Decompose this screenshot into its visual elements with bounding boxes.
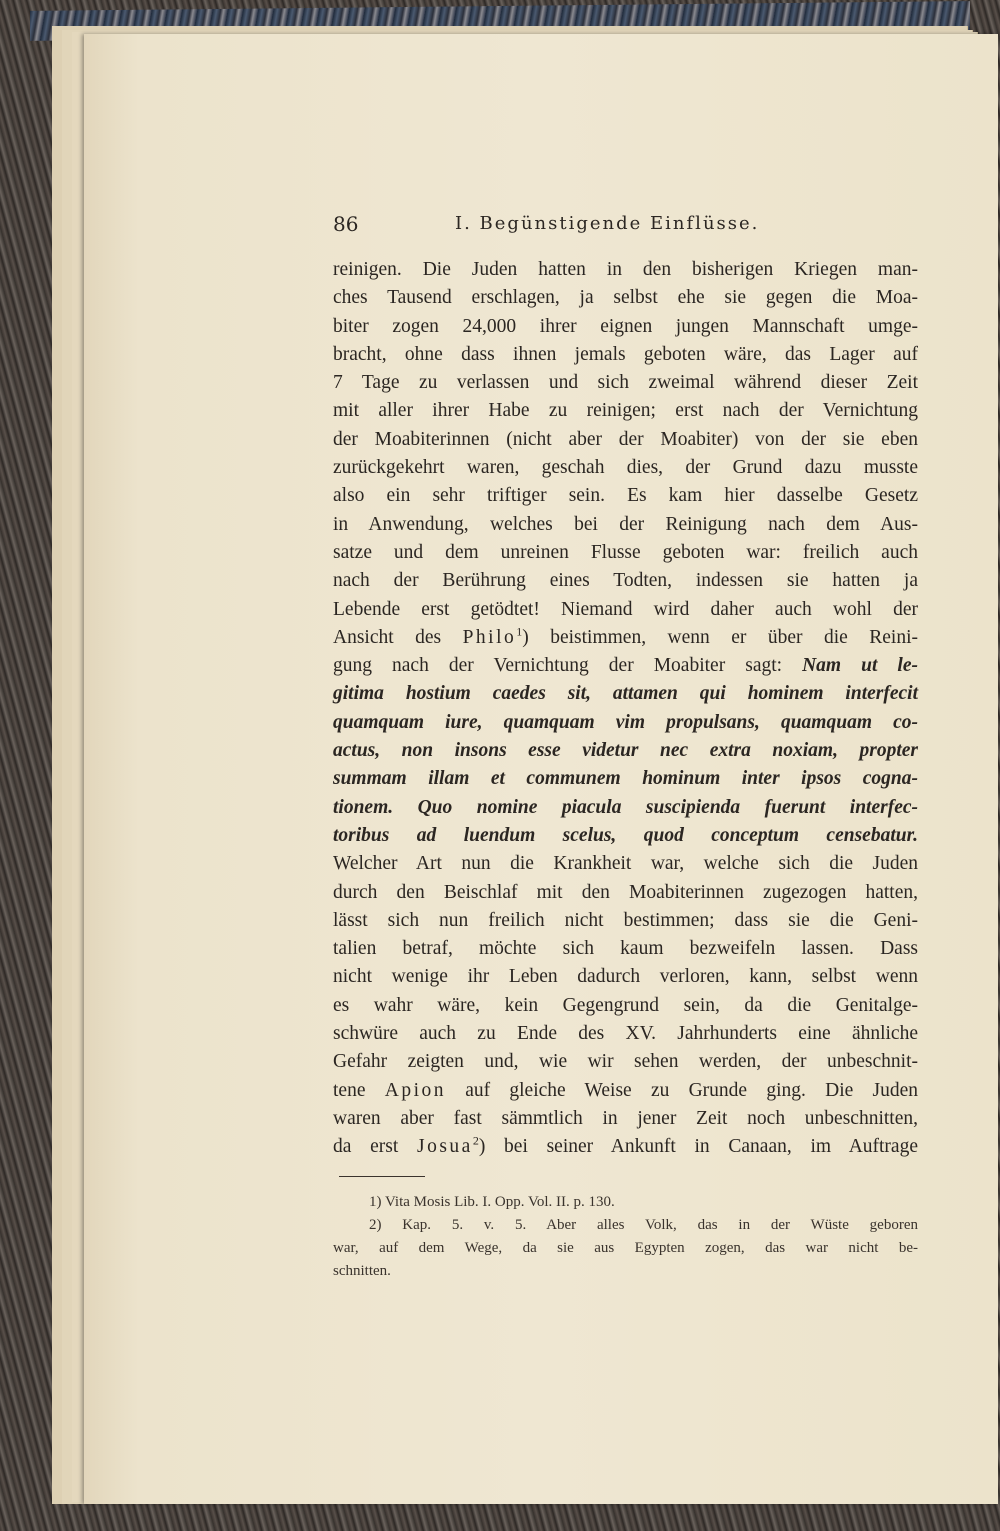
text-span: ) bei seiner Ankunft in Canaan, im Auftrage bbox=[478, 1136, 918, 1158]
text-span: ) beistimmen, wenn er über die Reini- bbox=[522, 626, 918, 648]
text-line: nicht wenige ihr Leben dadurch verloren, kann, selbst wenn bbox=[333, 966, 918, 988]
text-line: biter zogen 24,000 ihrer eignen jungen Mannschaft umge- bbox=[333, 315, 918, 337]
footnote-2-continued: war, auf dem Wege, da sie aus Egypten zogen, das war nicht be- bbox=[333, 1239, 918, 1256]
text-span: Ansicht des bbox=[333, 626, 463, 648]
text-line: durch den Beischlaf mit den Moabiterinnen zugezogen hatten, bbox=[333, 881, 918, 903]
text-span: da erst bbox=[333, 1136, 417, 1158]
footnotes bbox=[333, 1191, 918, 1283]
latin-quote-line: toribus ad luendum scelus, quod conceptum censebatur. bbox=[333, 824, 918, 846]
footnote-2-continued: schnitten. bbox=[333, 1262, 391, 1279]
text-line: Welcher Art nun die Krankheit war, welche sich die Juden bbox=[333, 853, 918, 875]
text-line bbox=[333, 1133, 918, 1161]
text-line: also ein sehr triftiger sein. Es kam hier dasselbe Gesetz bbox=[333, 485, 918, 507]
latin-quote-line: gitima hostium caedes sit, attamen qui hominem interfecit bbox=[333, 683, 918, 705]
text-line: der Moabiterinnen (nicht aber der Moabiter) von der sie eben bbox=[333, 428, 918, 450]
latin-quote-line: quamquam iure, quamquam vim propulsans, quamquam co- bbox=[333, 711, 918, 733]
footnote-ref: 2 bbox=[472, 1133, 479, 1148]
latin-quote-line: actus, non insons esse videtur nec extra noxiam, propter bbox=[333, 740, 918, 762]
spaced-name: Philo bbox=[462, 626, 517, 648]
running-title: I. Begünstigende Einflüsse. bbox=[455, 213, 760, 234]
page-text bbox=[333, 210, 918, 1283]
text-line: in Anwendung, welches bei der Reinigung nach dem Aus- bbox=[333, 513, 918, 535]
text-span: gung nach der Vernichtung der Moabiter sagt: bbox=[333, 655, 803, 677]
page-number: 86 bbox=[333, 212, 359, 236]
text-line: schwüre auch zu Ende des XV. Jahrhunderts eine ähnliche bbox=[333, 1023, 918, 1045]
text-line: lässt sich nun freilich nicht bestimmen; dass sie die Geni- bbox=[333, 909, 918, 931]
latin-quote-line: summam illam et communem hominum inter ipsos cogna- bbox=[333, 768, 918, 790]
text-line: talien betraf, möchte sich kaum bezweifeln lassen. Dass bbox=[333, 938, 918, 960]
text-line: zurückgekehrt waren, geschah dies, der Grund dazu musste bbox=[333, 457, 918, 479]
latin-quote: Nam ut le- bbox=[802, 655, 918, 677]
body-text bbox=[333, 256, 918, 1162]
text-line: 7 Tage zu verlassen und sich zweimal während dieser Zeit bbox=[333, 372, 918, 394]
text-line: nach der Berührung eines Todten, indessen sie hatten ja bbox=[333, 570, 918, 592]
text-line: mit aller ihrer Habe zu reinigen; erst nach der Vernichtung bbox=[333, 400, 918, 422]
text-span: tene bbox=[333, 1079, 385, 1101]
latin-quote-line: tionem. Quo nomine piacula suscipienda fuerunt interfec- bbox=[333, 796, 918, 818]
text-line: ches Tausend erschlagen, ja selbst ehe sie gegen die Moa- bbox=[333, 287, 918, 309]
text-line: bracht, ohne dass ihnen jemals geboten wäre, das Lager auf bbox=[333, 343, 918, 365]
footnote-rule bbox=[339, 1176, 425, 1177]
footnote-2: 2) Kap. 5. v. 5. Aber alles Volk, das in der Wüste geboren bbox=[369, 1216, 918, 1233]
text-line: Gefahr zeigten und, wie wir sehen werden, der unbeschnit- bbox=[333, 1051, 918, 1073]
text-line: Lebende erst getödtet! Niemand wird daher auch wohl der bbox=[333, 598, 918, 620]
text-line bbox=[333, 1077, 918, 1105]
text-line: reinigen. Die Juden hatten in den bisherigen Kriegen man- bbox=[333, 259, 918, 280]
text-line bbox=[333, 624, 918, 652]
spaced-name: Josua bbox=[417, 1136, 473, 1158]
spaced-name: Apion bbox=[384, 1079, 446, 1101]
text-line: satze und dem unreinen Flusse geboten war: freilich auch bbox=[333, 541, 918, 563]
running-head bbox=[333, 210, 918, 244]
text-line: waren aber fast sämmtlich in jener Zeit noch unbeschnitten, bbox=[333, 1107, 918, 1129]
text-span: auf gleiche Weise zu Grunde ging. Die Juden bbox=[445, 1079, 918, 1101]
footnote-ref: 1 bbox=[516, 624, 523, 639]
text-line: es wahr wäre, kein Gegengrund sein, da die Genitalge- bbox=[333, 994, 918, 1016]
footnote-1: 1) Vita Mosis Lib. I. Opp. Vol. II. p. 130. bbox=[369, 1193, 615, 1210]
text-line bbox=[333, 652, 918, 680]
